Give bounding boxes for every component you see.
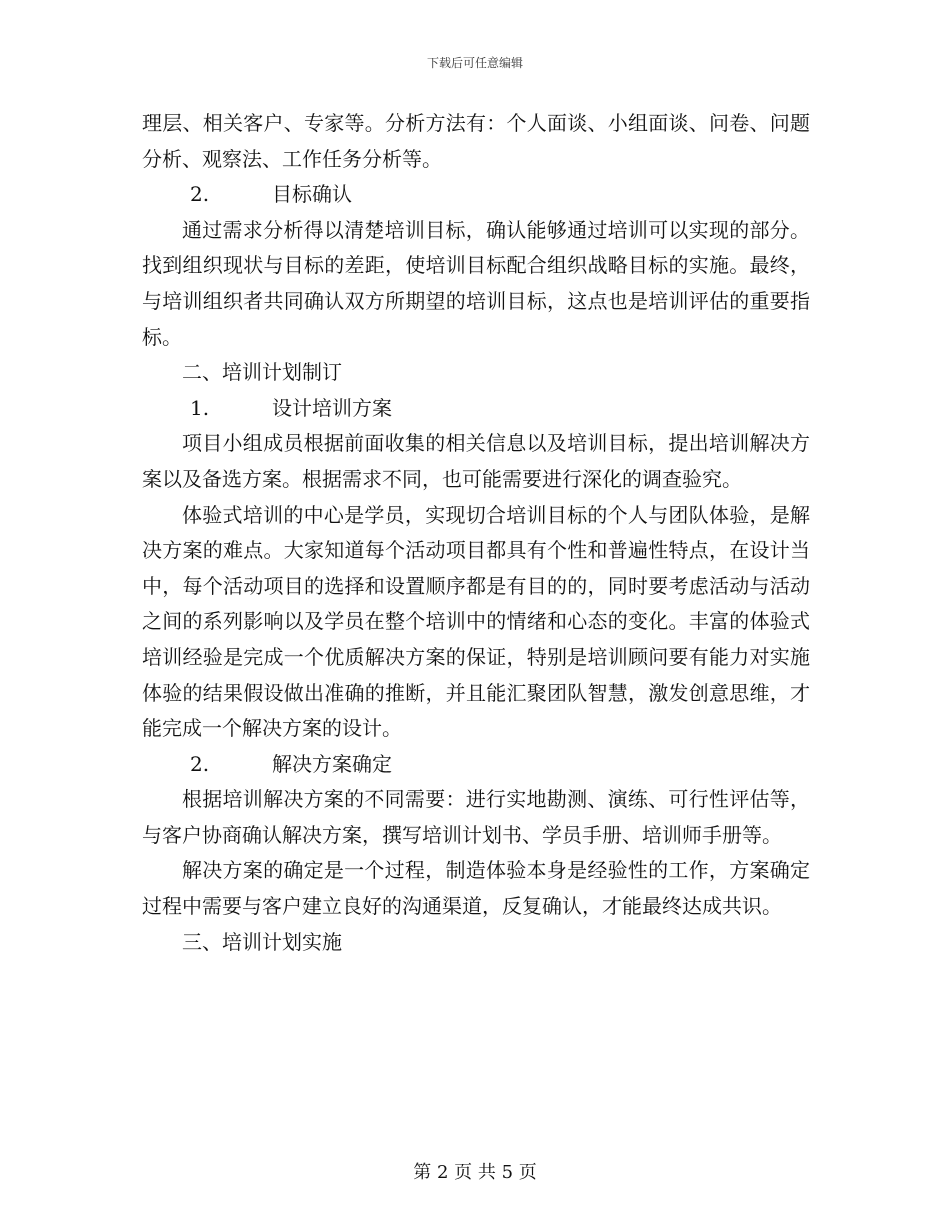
subheading-title: 设计培训方案 [272,395,392,420]
document-body [142,106,810,960]
paragraph-target: 通过需求分析得以清楚培训目标，确认能够通过培训可以实现的部分。找到组织现状与目标的差距，使培训目标配合组织战略目标的实施。最终，与培训组织者共同确认双方所期望的培训目标，这点也是培训评估的重要指标。 [142,217,810,349]
paragraph-experiential: 体验式培训的中心是学员，实现切合培训目标的个人与团队体验，是解决方案的难点。大家知道每个活动项目都具有个性和普遍性特点，在设计当中，每个活动项目的选择和设置顺序都是有目的的，同时要考虑活动与活动之间的系列影响以及学员在整个培训中的情绪和心态的变化。丰富的体验式培训经验是完成一个优质解决方案的保证，特别是培训顾问要有能力对实施体验的结果假设做出准确的推断，并且能汇聚团队智慧，激发创意思维，才能完成一个解决方案的设计。 [142,502,810,741]
paragraph-solution-needs: 根据培训解决方案的不同需要：进行实地勘测、演练、可行性评估等，与客户协商确认解决方案，撰写培训计划书、学员手册、培训师手册等。 [142,787,810,847]
subheading-title: 解决方案确定 [272,751,392,776]
subheading-number: 2. [190,751,210,776]
page-number-footer: 第 2 页 共 5 页 [413,1162,537,1183]
subheading-title: 目标确认 [272,182,352,207]
paragraph-solution-process: 解决方案的确定是一个过程，制造体验本身是经验性的工作，方案确定过程中需要与客户建立良好的沟通渠道，反复确认，才能最终达成共识。 [142,858,810,919]
section-heading-plan: 二、培训计划制订 [182,360,342,385]
subheading-number: 1. [190,395,210,420]
subheading-solution-confirm [142,747,810,783]
paragraph-analysis-methods: 理层、相关客户、专家等。分析方法有：个人面谈、小组面谈、问卷、问题分析、观察法、工作任务分析等。 [142,111,810,171]
paragraph-team-proposal: 项目小组成员根据前面收集的相关信息以及培训目标，提出培训解决方案以及备选方案。根据需求不同，也可能需要进行深化的调查验究。 [142,431,810,491]
header-note: 下载后可任意编辑 [426,56,523,70]
section-heading-implementation: 三、培训计划实施 [182,929,342,954]
subheading-number: 2. [190,182,210,207]
subheading-design-plan [142,391,810,427]
subheading-target-confirm [142,177,810,213]
